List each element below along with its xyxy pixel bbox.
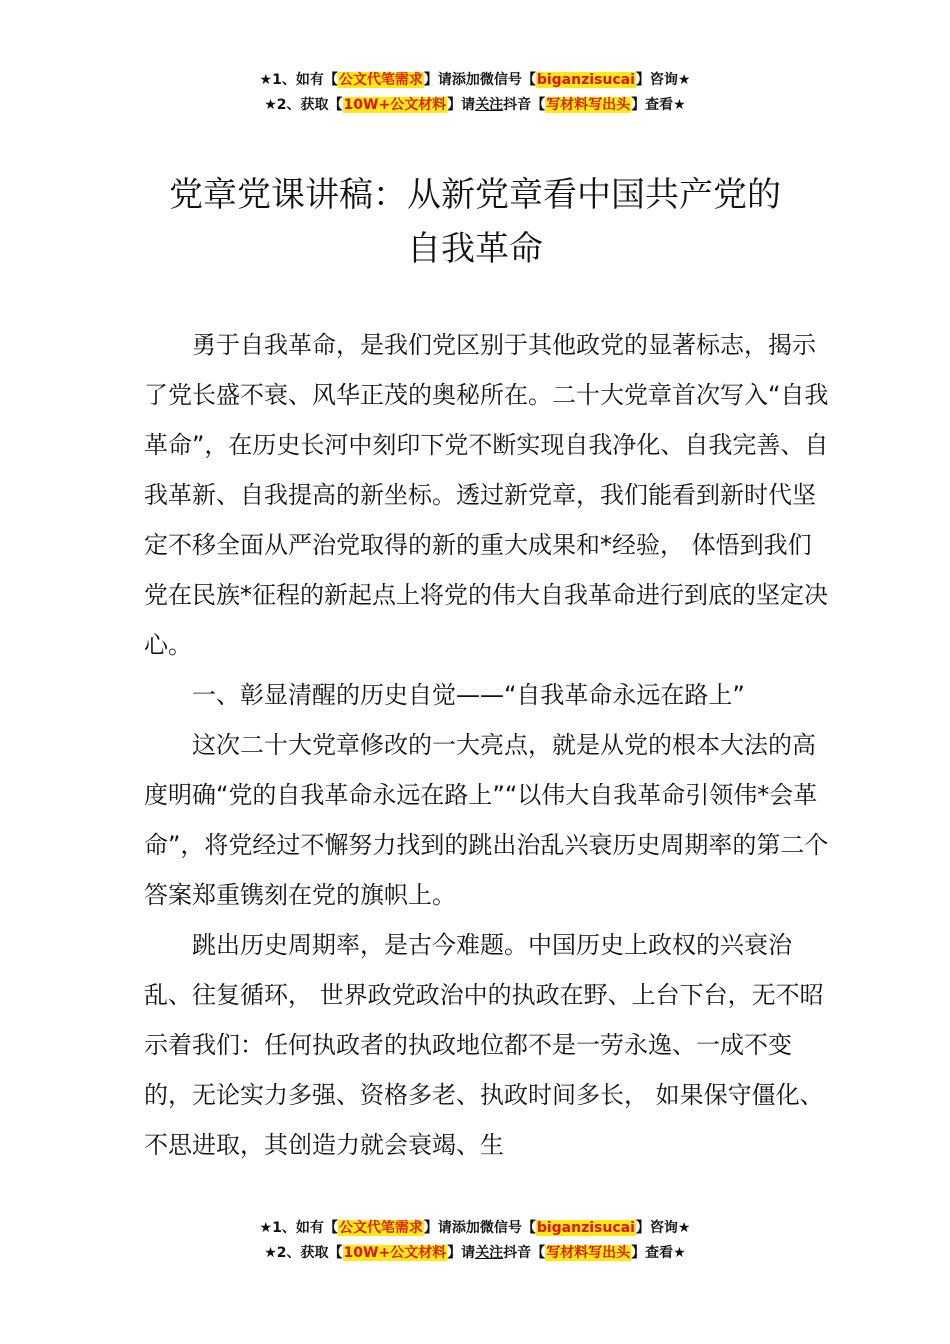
notice-text: ★1、如有【 <box>259 72 338 88</box>
notice-text: 】请 <box>423 72 452 88</box>
notice-text: ★2、获取【 <box>264 1245 343 1261</box>
notice-text: 微信号【 <box>479 72 536 88</box>
header-notice-line-1 <box>0 68 950 93</box>
notice-text: 】请 <box>423 1220 452 1236</box>
footer-notice-line-2 <box>0 1241 950 1266</box>
header-notice <box>0 68 950 118</box>
paragraph-3: 跳出历史周期率，是古今难题。中国历史上政权的兴衰治乱、往复循环， 世界政党政治中的执政在野、上台下台，无不昭示着我们：任何执政者的执政地位都不是一劳永逸、一成不变的，无论实力多强、资格多老、执政时间多长， 如果保守僵化、不思进取，其创造力就会衰竭、生 <box>144 931 824 1159</box>
notice-text: 】请 <box>447 97 476 113</box>
notice-wechat-id: biganzisucai <box>536 1220 635 1236</box>
notice-text: 】查看★ <box>631 97 686 113</box>
document-title <box>100 168 850 276</box>
notice-emphasis: 关注 <box>475 97 504 113</box>
document-title-line-2: 自我革命 <box>407 229 543 269</box>
document-body <box>144 320 834 1170</box>
document-title-line-1: 党章党课讲稿：从新党章看中国共产党的 <box>169 175 781 215</box>
notice-highlight: 10W+公文材料 <box>343 97 447 113</box>
footer-notice-line-1 <box>0 1216 950 1241</box>
notice-text: 抖音【 <box>503 1245 546 1261</box>
notice-highlight: 10W+公文材料 <box>343 1245 447 1261</box>
notice-highlight: 公文代笔需求 <box>338 72 423 88</box>
footer-notice <box>0 1216 950 1266</box>
notice-text: 】咨询★ <box>635 72 691 88</box>
notice-text: ★1、如有【 <box>259 1220 338 1236</box>
header-notice-line-2 <box>0 93 950 118</box>
paragraph-2: 这次二十大党章修改的一大亮点，就是从党的根本大法的高度明确“党的自我革命永远在路上”“以伟大自我革命引领伟*会革命”，将党经过不懈努力找到的跳出治乱兴衰历史周期率的第二个答案郑重镌刻在党的旗帜上。 <box>144 731 829 909</box>
paragraph-intro: 勇于自我革命，是我们党区别于其他政党的显著标志，揭示了党长盛不衰、风华正茂的奥秘所在。二十大党章首次写入“自我革命”，在历史长河中刻印下党不断实现自我净化、自我完善、自我革新、自我提高的新坐标。透过新党章，我们能看到新时代坚定不移全面从严治党取得的新的重大成果和*经验， 体悟到我们党在民族*征程的新起点上将党的伟大自我革命进行到底的坚定决心。 <box>144 331 829 659</box>
notice-emphasis: 添加 <box>451 1220 480 1236</box>
notice-emphasis: 关注 <box>475 1245 504 1261</box>
notice-text: 】咨询★ <box>635 1220 691 1236</box>
notice-emphasis: 添加 <box>451 72 480 88</box>
notice-text: ★2、获取【 <box>264 97 343 113</box>
section-heading-1: 一、彰显清醒的历史自觉——“自我革命永远在路上” <box>192 681 745 709</box>
notice-wechat-id: biganzisucai <box>536 72 635 88</box>
notice-text: 】请 <box>447 1245 476 1261</box>
notice-douyin-id: 写材料写出头 <box>546 1245 631 1261</box>
notice-text: 微信号【 <box>479 1220 536 1236</box>
notice-text: 】查看★ <box>631 1245 686 1261</box>
notice-douyin-id: 写材料写出头 <box>546 97 631 113</box>
notice-text: 抖音【 <box>503 97 546 113</box>
notice-highlight: 公文代笔需求 <box>338 1220 423 1236</box>
